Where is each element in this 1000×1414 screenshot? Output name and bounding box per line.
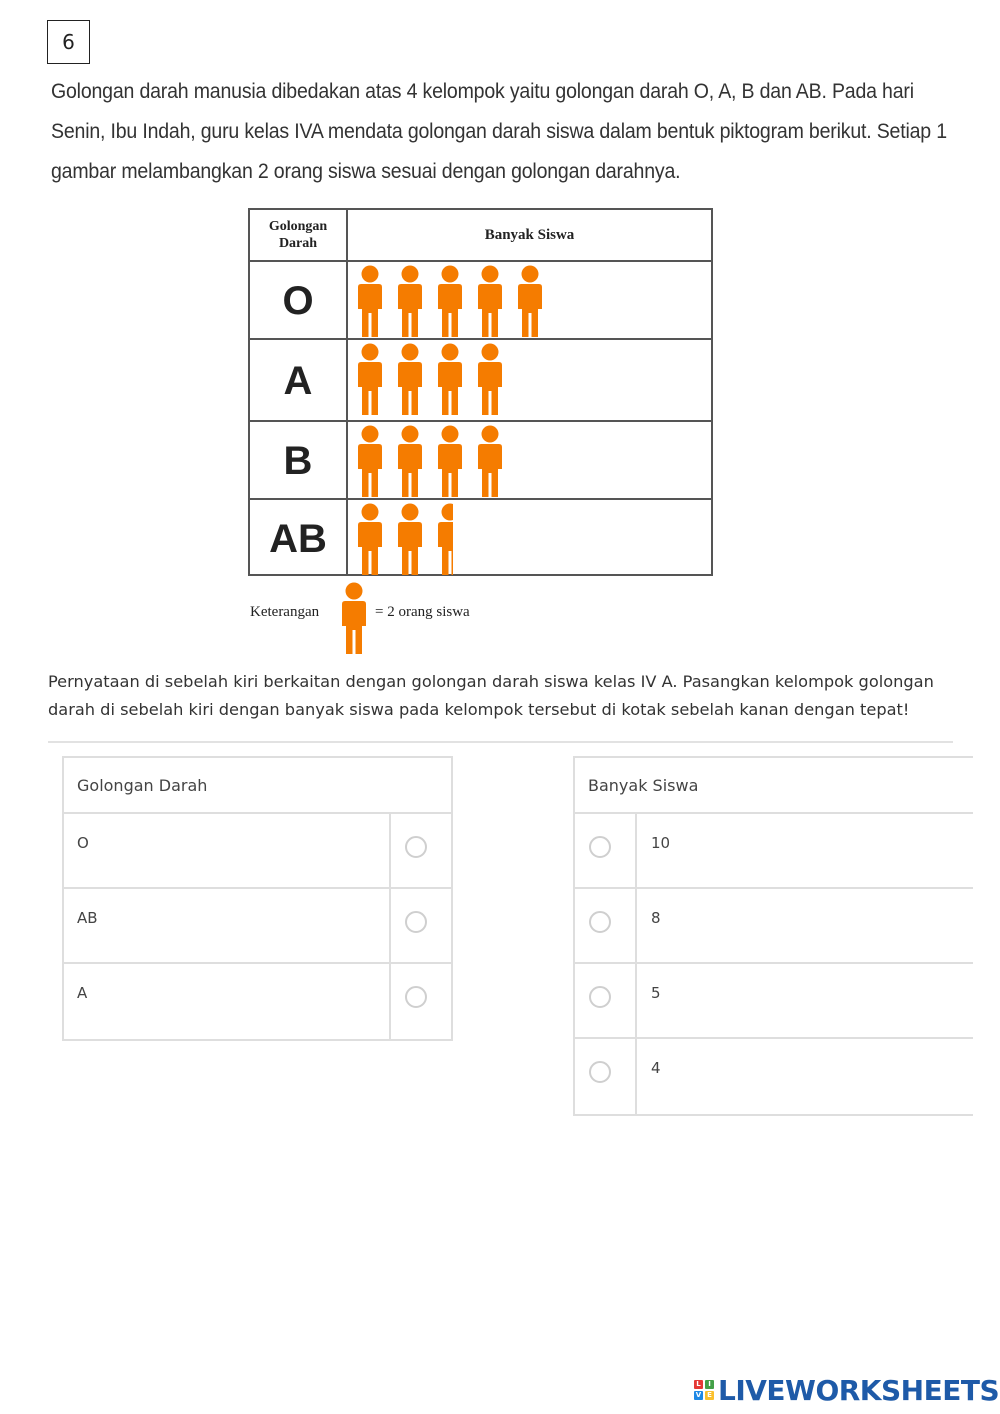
pictogram-header	[250, 210, 711, 260]
question-number: 6	[47, 20, 90, 64]
match-cell	[575, 1039, 637, 1114]
match-connector-left[interactable]	[405, 986, 427, 1008]
blood-group-label: B	[283, 438, 313, 483]
left-table-row	[64, 889, 451, 964]
pictogram-row	[250, 420, 711, 498]
match-cell	[389, 814, 451, 887]
person-icon	[434, 425, 466, 497]
student-count-option: 10	[651, 834, 671, 852]
person-icon	[434, 343, 466, 415]
person-icon	[394, 343, 426, 415]
brand-name: LIVEWORKSHEETS	[718, 1373, 1000, 1407]
liveworksheets-brand	[694, 1372, 999, 1408]
left-table-row	[64, 964, 451, 1039]
brand-logo-icon	[694, 1380, 714, 1400]
blood-group-label: AB	[269, 516, 327, 561]
pictogram-row	[250, 338, 711, 420]
match-connector-right[interactable]	[589, 911, 611, 933]
match-cell	[389, 964, 451, 1039]
person-icon	[434, 265, 466, 337]
instruction-text: Pernyataan di sebelah kiri berkaitan dengan golongan darah siswa kelas IV A. Pasangkan kelompok golongan darah di sebelah kiri dengan banyak siswa pada kelompok tersebut di kotak sebelah kanan dengan tepat!	[48, 672, 934, 719]
pictogram-row	[250, 498, 711, 576]
brand-logo-square: E	[705, 1391, 714, 1400]
student-count-option: 4	[651, 1059, 661, 1077]
person-icon	[354, 425, 386, 497]
divider	[48, 741, 953, 743]
header-group: Golongan Darah	[268, 219, 328, 251]
match-cell	[575, 889, 637, 962]
left-match-table	[62, 756, 453, 1041]
right-match-table	[573, 756, 973, 1116]
person-icon	[474, 425, 506, 497]
blood-group-label: A	[283, 358, 313, 403]
blood-group-option: O	[77, 834, 89, 852]
blood-group-label: O	[282, 278, 314, 323]
person-icon	[474, 343, 506, 415]
match-connector-left[interactable]	[405, 911, 427, 933]
student-count-option: 8	[651, 909, 661, 927]
brand-logo-square: V	[695, 1391, 702, 1399]
brand-logo-square: I	[705, 1380, 714, 1389]
person-icon	[394, 425, 426, 497]
person-icon	[394, 265, 426, 337]
legend-label: Keterangan	[250, 604, 320, 620]
match-connector-right[interactable]	[589, 836, 611, 858]
pictogram-row	[250, 260, 711, 338]
half-person-icon	[434, 503, 466, 575]
person-icon	[354, 265, 386, 337]
legend-value: = 2 orang siswa	[375, 604, 470, 620]
match-connector-right[interactable]	[589, 986, 611, 1008]
right-table-row	[575, 889, 973, 964]
match-cell	[575, 814, 637, 887]
right-table-row	[575, 1039, 973, 1114]
match-connector-left[interactable]	[405, 836, 427, 858]
legend-person-icon	[338, 582, 370, 654]
match-connector-right[interactable]	[589, 1061, 611, 1083]
header-count: Banyak Siswa	[484, 226, 575, 243]
brand-logo-square: L	[694, 1380, 703, 1389]
right-table-row	[575, 964, 973, 1039]
match-cell	[389, 889, 451, 962]
person-icon	[394, 503, 426, 575]
blood-group-option: AB	[77, 909, 98, 927]
left-table-header: Golongan Darah	[64, 758, 451, 814]
intro-text: Golongan darah manusia dibedakan atas 4 kelompok yaitu golongan darah O, A, B dan AB. Pada hari Senin, Ibu Indah, guru kelas IVA mendata golongan darah siswa dalam bentuk piktogram berikut. Setiap 1 gambar melambangkan 2 orang siswa sesuai dengan golongan darahnya.	[51, 80, 947, 183]
match-cell	[575, 964, 637, 1037]
person-icon	[354, 503, 386, 575]
right-table-row	[575, 814, 973, 889]
pictogram-table	[248, 208, 713, 576]
person-icon	[474, 265, 506, 337]
student-count-option: 5	[651, 984, 661, 1002]
blood-group-option: A	[77, 984, 88, 1002]
left-table-row	[64, 814, 451, 889]
right-table-header: Banyak Siswa	[575, 758, 973, 814]
person-icon	[514, 265, 546, 337]
person-icon	[354, 343, 386, 415]
